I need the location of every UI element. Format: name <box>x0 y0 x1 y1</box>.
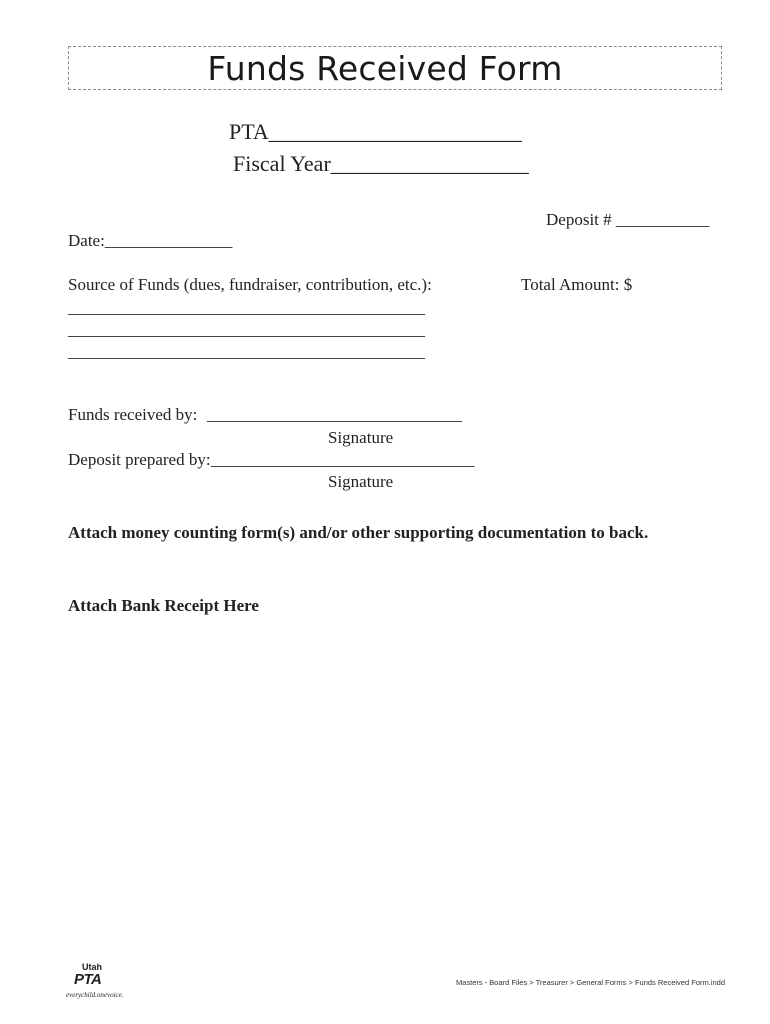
logo-state: Utah <box>82 962 102 972</box>
total-amount-label: Total Amount: $ <box>521 275 633 294</box>
source-line-1: __________________________________________ <box>68 298 425 317</box>
pta-name-field: PTA_______________________ <box>229 119 522 144</box>
funds-received-label: Funds received by: <box>68 405 198 424</box>
source-line-2: __________________________________________ <box>68 320 425 339</box>
logo-tagline: everychild.onevoice. <box>66 991 124 999</box>
fiscal-year-field: Fiscal Year__________________ <box>233 151 529 176</box>
deposit-prepared-signature-line: _______________________________ <box>211 450 475 469</box>
funds-received-signature-line: ______________________________ <box>207 405 462 424</box>
attach-receipt-instruction: Attach Bank Receipt Here <box>68 596 259 615</box>
utah-pta-logo <box>66 962 136 1002</box>
attach-counting-instruction: Attach money counting form(s) and/or other supporting documentation to back. <box>68 523 649 542</box>
logo-pta: PTA <box>74 971 102 988</box>
footer-file-path: Masters - Board Files > Treasurer > General Forms > Funds Received Form.indd <box>455 978 725 987</box>
signature-caption-2: Signature <box>328 472 394 491</box>
deposit-prepared-label: Deposit prepared by: <box>68 450 211 469</box>
source-of-funds-label: Source of Funds (dues, fundraiser, contribution, etc.): <box>68 275 432 294</box>
deposit-number-field: Deposit # ___________ <box>546 210 710 229</box>
signature-caption-1: Signature <box>328 428 394 447</box>
page-title: Funds Received Form <box>207 49 563 88</box>
source-line-3: __________________________________________ <box>68 342 425 361</box>
date-field: Date:_______________ <box>68 231 233 250</box>
